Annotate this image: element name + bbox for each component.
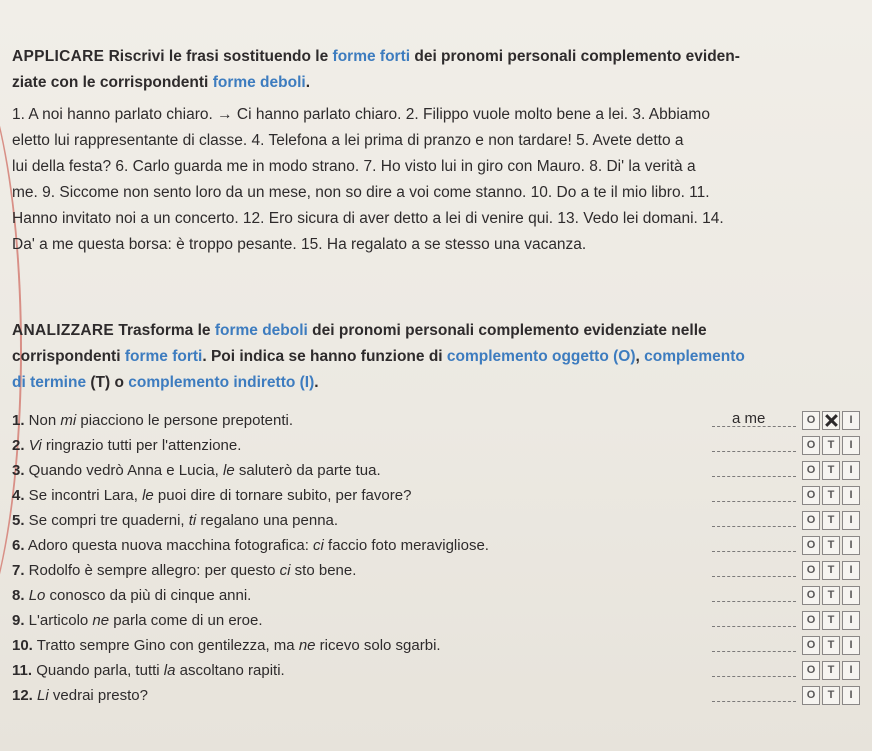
- item-sentence: [12, 483, 411, 508]
- box-i[interactable]: I: [842, 536, 860, 555]
- list-item: [12, 483, 870, 508]
- item-pronoun: ci: [279, 562, 291, 579]
- item-text-after: vedrai presto?: [48, 687, 148, 704]
- function-boxes: [802, 686, 860, 705]
- item-number: 6.: [12, 537, 25, 554]
- box-t[interactable]: T: [822, 511, 840, 530]
- box-t[interactable]: T: [822, 686, 840, 705]
- answer-line[interactable]: [712, 551, 796, 552]
- instruction-text: (T) o: [86, 374, 129, 391]
- box-o[interactable]: O: [802, 611, 820, 630]
- answer-line[interactable]: [712, 626, 796, 627]
- function-boxes: [802, 461, 860, 480]
- item-text-before: L'articolo: [24, 612, 93, 629]
- list-item: [12, 633, 870, 658]
- item-text-after: conosco da più di cinque anni.: [45, 587, 252, 604]
- item-sentence: [12, 508, 338, 533]
- function-boxes: [802, 586, 860, 605]
- instruction-text: corrispondenti: [12, 348, 125, 365]
- item-pronoun: ci: [313, 537, 324, 554]
- item-text-after: parla come di un eroe.: [109, 612, 263, 629]
- box-t[interactable]: T: [822, 486, 840, 505]
- item-pronoun: ne: [92, 612, 110, 629]
- item-text-before: Tratto sempre Gino con gentilezza, ma: [32, 637, 299, 654]
- box-i[interactable]: I: [842, 461, 860, 480]
- box-o[interactable]: O: [802, 561, 820, 580]
- item-pronoun: la: [163, 662, 176, 679]
- analizzare-items: [12, 408, 870, 708]
- item-text-after: saluterò da parte tua.: [234, 462, 381, 479]
- box-i[interactable]: I: [842, 511, 860, 530]
- sentence-line: 1. A noi hanno parlato chiaro. → Ci hanno parlato chiaro. 2. Filippo vuole molto bene a lei. 3. Abbiamo: [12, 106, 710, 123]
- item-text-before: Rodolfo è sempre allegro: per questo: [24, 562, 280, 579]
- item-number: 1.: [12, 412, 25, 429]
- instruction-text: dei pronomi personali complemento evidenziate nelle: [307, 322, 707, 339]
- applicare-sentences: [12, 102, 862, 258]
- item-sentence: [12, 633, 441, 658]
- box-t[interactable]: T: [822, 436, 840, 455]
- item-text-before: Quando parla, tutti: [32, 662, 164, 679]
- item-number: 3.: [12, 462, 25, 479]
- box-i[interactable]: I: [842, 586, 860, 605]
- box-t[interactable]: T: [822, 661, 840, 680]
- list-item: [12, 608, 870, 633]
- answer-text[interactable]: a me: [732, 410, 766, 427]
- item-pronoun: Lo: [28, 587, 46, 604]
- item-text-before: Adoro questa nuova macchina fotografica:: [24, 537, 314, 554]
- answer-line[interactable]: [712, 601, 796, 602]
- box-o[interactable]: O: [802, 511, 820, 530]
- applicare-instruction: [12, 44, 862, 96]
- answer-line[interactable]: [712, 676, 796, 677]
- list-item: [12, 658, 870, 683]
- instruction-highlight: complemento indiretto (I): [128, 374, 315, 391]
- instruction-text: . Poi indica se hanno funzione di: [202, 348, 447, 365]
- list-item: [12, 683, 870, 708]
- instruction-highlight: forme deboli: [212, 74, 306, 91]
- item-number: 10.: [12, 637, 33, 654]
- item-text-after: ringrazio tutti per l'attenzione.: [41, 437, 242, 454]
- sentence-line: Da' a me questa borsa: è troppo pesante. 15. Ha regalato a se stesso una vacanza.: [12, 236, 587, 253]
- function-boxes: [802, 511, 860, 530]
- item-pronoun: Vi: [28, 437, 42, 454]
- box-i[interactable]: I: [842, 411, 860, 430]
- item-text-after: regalano una penna.: [196, 512, 339, 529]
- item-text-after: sto bene.: [290, 562, 357, 579]
- sentence-line: eletto lui rappresentante di classe. 4. Telefona a lei prima di pranzo e non tardare! 5. Avete detto a: [12, 132, 684, 149]
- applicare-keyword: APPLICARE: [12, 48, 105, 65]
- list-item: [12, 583, 870, 608]
- item-number: 8.: [12, 587, 25, 604]
- box-i[interactable]: I: [842, 636, 860, 655]
- box-o[interactable]: O: [802, 661, 820, 680]
- box-o[interactable]: O: [802, 436, 820, 455]
- exercise-applicare: [12, 44, 862, 258]
- item-text-before: Quando vedrò Anna e Lucia,: [24, 462, 223, 479]
- function-boxes: [802, 411, 860, 430]
- box-i[interactable]: I: [842, 661, 860, 680]
- item-sentence: [12, 533, 489, 558]
- box-t[interactable]: T: [822, 611, 840, 630]
- list-item: [12, 533, 870, 558]
- instruction-highlight: forme deboli: [214, 322, 308, 339]
- sentence-line: lui della festa? 6. Carlo guarda me in modo strano. 7. Ho visto lui in giro con Mauro. 8. Di' la verità a: [12, 158, 696, 175]
- box-i[interactable]: I: [842, 486, 860, 505]
- box-t[interactable]: T: [822, 561, 840, 580]
- item-text-after: ascoltano rapiti.: [175, 662, 285, 679]
- box-i[interactable]: I: [842, 611, 860, 630]
- instruction-highlight: complemento oggetto (O): [446, 348, 636, 365]
- box-t[interactable]: T: [822, 636, 840, 655]
- instruction-text: Trasforma le: [114, 322, 215, 339]
- item-sentence: [12, 433, 241, 458]
- item-text-after: piacciono le persone prepotenti.: [76, 412, 294, 429]
- item-number: 9.: [12, 612, 25, 629]
- item-number: 5.: [12, 512, 25, 529]
- item-sentence: [12, 408, 293, 433]
- function-boxes: [802, 561, 860, 580]
- item-number: 2.: [12, 437, 25, 454]
- item-sentence: [12, 458, 381, 483]
- function-boxes: [802, 636, 860, 655]
- item-text-after: ricevo solo sgarbi.: [315, 637, 441, 654]
- item-text-before: Se incontri Lara,: [24, 487, 143, 504]
- item-sentence: [12, 583, 251, 608]
- answer-line[interactable]: [712, 476, 796, 477]
- list-item: [12, 458, 870, 483]
- list-item: [12, 508, 870, 533]
- item-text-before: Non: [24, 412, 61, 429]
- item-text-after: faccio foto meravigliose.: [323, 537, 489, 554]
- instruction-text: dei pronomi personali complemento eviden-: [410, 48, 740, 65]
- item-text-after: puoi dire di tornare subito, per favore?: [153, 487, 412, 504]
- answer-line[interactable]: [712, 526, 796, 527]
- instruction-highlight: complemento: [644, 348, 745, 365]
- box-o[interactable]: O: [802, 686, 820, 705]
- box-t[interactable]: T: [822, 461, 840, 480]
- box-i[interactable]: I: [842, 436, 860, 455]
- list-item: [12, 408, 870, 433]
- function-boxes: [802, 486, 860, 505]
- item-sentence: [12, 608, 263, 633]
- item-pronoun: mi: [60, 412, 77, 429]
- item-number: 12.: [12, 687, 33, 704]
- analizzare-keyword: ANALIZZARE: [12, 322, 115, 339]
- box-t[interactable]: [822, 411, 840, 430]
- item-pronoun: le: [223, 462, 235, 479]
- item-pronoun: le: [142, 487, 154, 504]
- instruction-highlight: forme forti: [124, 348, 203, 365]
- item-pronoun: ne: [298, 637, 316, 654]
- list-item: [12, 433, 870, 458]
- item-pronoun: Li: [37, 687, 49, 704]
- instruction-text: ,: [635, 348, 645, 365]
- box-o[interactable]: O: [802, 486, 820, 505]
- sentence-line: Hanno invitato noi a un concerto. 12. Ero sicura di aver detto a lei di venire qui. 13. Vedo lei domani. 14.: [12, 210, 724, 227]
- box-o[interactable]: O: [802, 586, 820, 605]
- list-item: [12, 558, 870, 583]
- instruction-text: .: [305, 74, 311, 91]
- function-boxes: [802, 661, 860, 680]
- function-boxes: [802, 436, 860, 455]
- instruction-highlight: di termine: [12, 374, 87, 391]
- box-i[interactable]: I: [842, 561, 860, 580]
- answer-line[interactable]: [712, 576, 796, 577]
- item-sentence: [12, 558, 356, 583]
- box-t[interactable]: T: [822, 536, 840, 555]
- answer-line[interactable]: [712, 501, 796, 502]
- sentence-line: me. 9. Siccome non sento loro da un mese, non so dire a voi come stanno. 10. Do a te il mio libro. 11.: [12, 184, 710, 201]
- item-number: 4.: [12, 487, 25, 504]
- answer-line[interactable]: [712, 701, 796, 702]
- item-number: 11.: [12, 662, 33, 679]
- item-pronoun: ti: [188, 512, 197, 529]
- item-number: 7.: [12, 562, 25, 579]
- box-o[interactable]: O: [802, 536, 820, 555]
- instruction-text: Riscrivi le frasi sostituendo le: [104, 48, 333, 65]
- box-o[interactable]: O: [802, 636, 820, 655]
- instruction-highlight: forme forti: [332, 48, 411, 65]
- item-text-before: Se compri tre quaderni,: [24, 512, 189, 529]
- item-sentence: [12, 683, 148, 708]
- analizzare-instruction: [12, 318, 862, 396]
- exercise-analizzare: [12, 318, 862, 396]
- function-boxes: [802, 536, 860, 555]
- box-o[interactable]: O: [802, 411, 820, 430]
- box-i[interactable]: I: [842, 686, 860, 705]
- item-sentence: [12, 658, 285, 683]
- instruction-text: .: [314, 374, 319, 391]
- instruction-text: ziate con le corrispondenti: [12, 74, 213, 91]
- answer-line[interactable]: [712, 651, 796, 652]
- function-boxes: [802, 611, 860, 630]
- box-t[interactable]: T: [822, 586, 840, 605]
- answer-line[interactable]: [712, 451, 796, 452]
- box-o[interactable]: O: [802, 461, 820, 480]
